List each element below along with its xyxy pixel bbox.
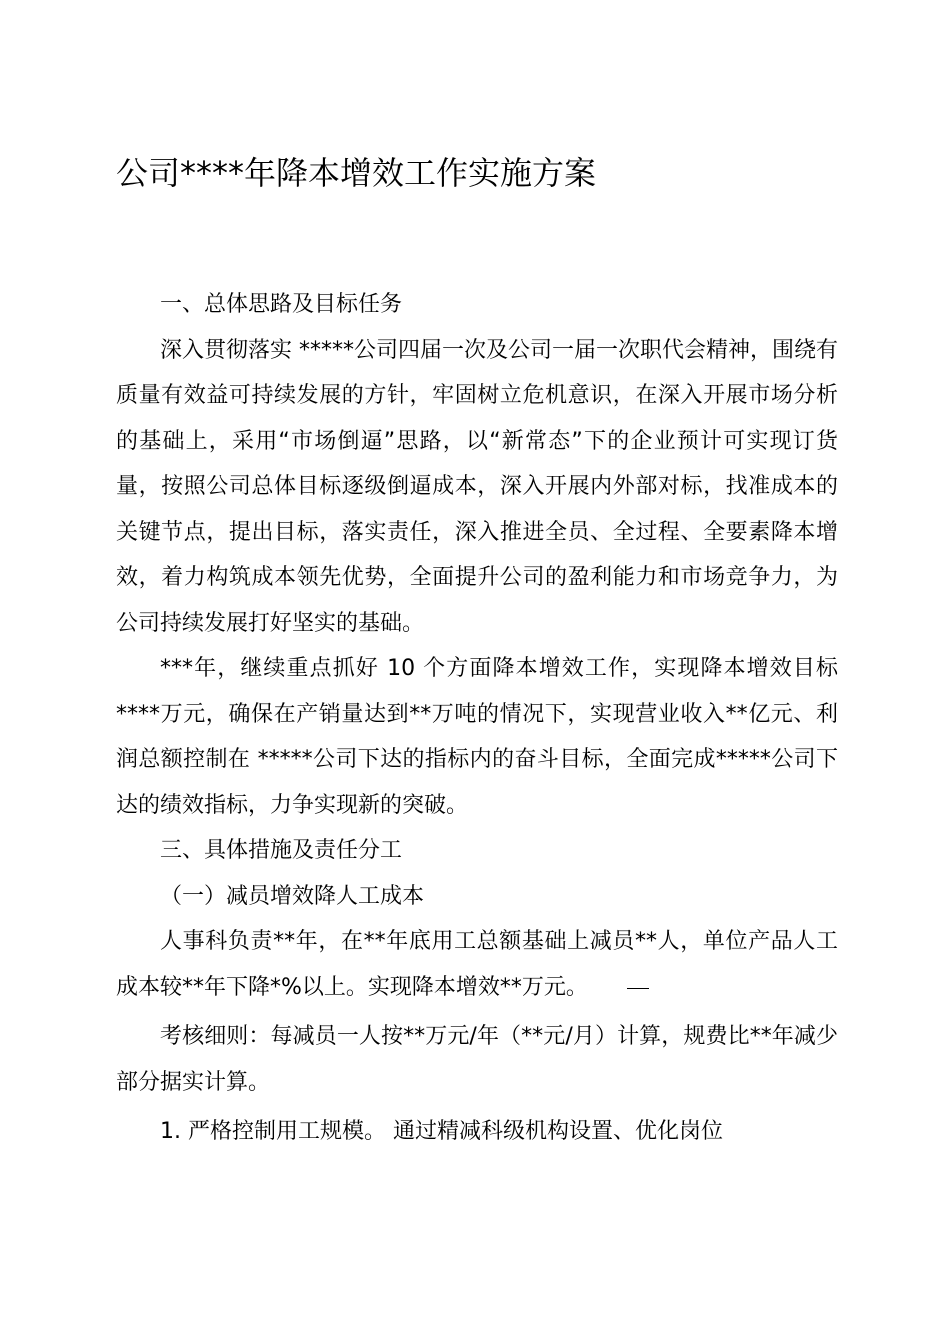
- section-heading-overall: 一、总体思路及目标任务: [160, 292, 403, 317]
- paragraph-assessment-rules: 考核细则：每减员一人按**万元/年（**元/月）计算，规费比**年减少部分据实计算。: [116, 1024, 838, 1095]
- overline-mark: [627, 988, 649, 989]
- subsection-heading-staff-reduction: （一）减员增效降人工成本: [160, 883, 425, 909]
- document-body: [116, 282, 838, 1155]
- paragraph-hr-responsibility: 人事科负责**年，在**年底用工总额基础上减员**人，单位产品人工成本较**年下降*%以上。实现降本增效**万元。: [116, 929, 838, 1000]
- paragraph-measure-1: 1. 严格控制用工规模。 通过精减科级机构设置、优化岗位: [160, 1119, 723, 1144]
- document-title: 公司****年降本增效工作实施方案: [116, 154, 597, 192]
- section-heading-measures: 三、具体措施及责任分工: [160, 838, 403, 863]
- paragraph-annual-targets: ***年，继续重点抓好 10 个方面降本增效工作，实现降本增效目标****万元，确保在产销量达到**万吨的情况下，实现营业收入**亿元、利润总额控制在 *****公司下达的指标内的奋斗目标，全面完成*****公司下达的绩效指标，力争实现新的突破。: [116, 656, 838, 818]
- paragraph-overall-approach: 深入贯彻落实 *****公司四届一次及公司一届一次职代会精神，围绕有质量有效益可持续发展的方针，牢固树立危机意识，在深入开展市场分析的基础上，采用“市场倒逼”思路，以“新常态”下的企业预计可实现订货量，按照公司总体目标逐级倒逼成本，深入开展内外部对标，找准成本的关键节点，提出目标，落实责任，深入推进全员、全过程、全要素降本增效，着力构筑成本领先优势，全面提升公司的盈利能力和市场竞争力，为公司持续发展打好坚实的基础。: [116, 337, 838, 636]
